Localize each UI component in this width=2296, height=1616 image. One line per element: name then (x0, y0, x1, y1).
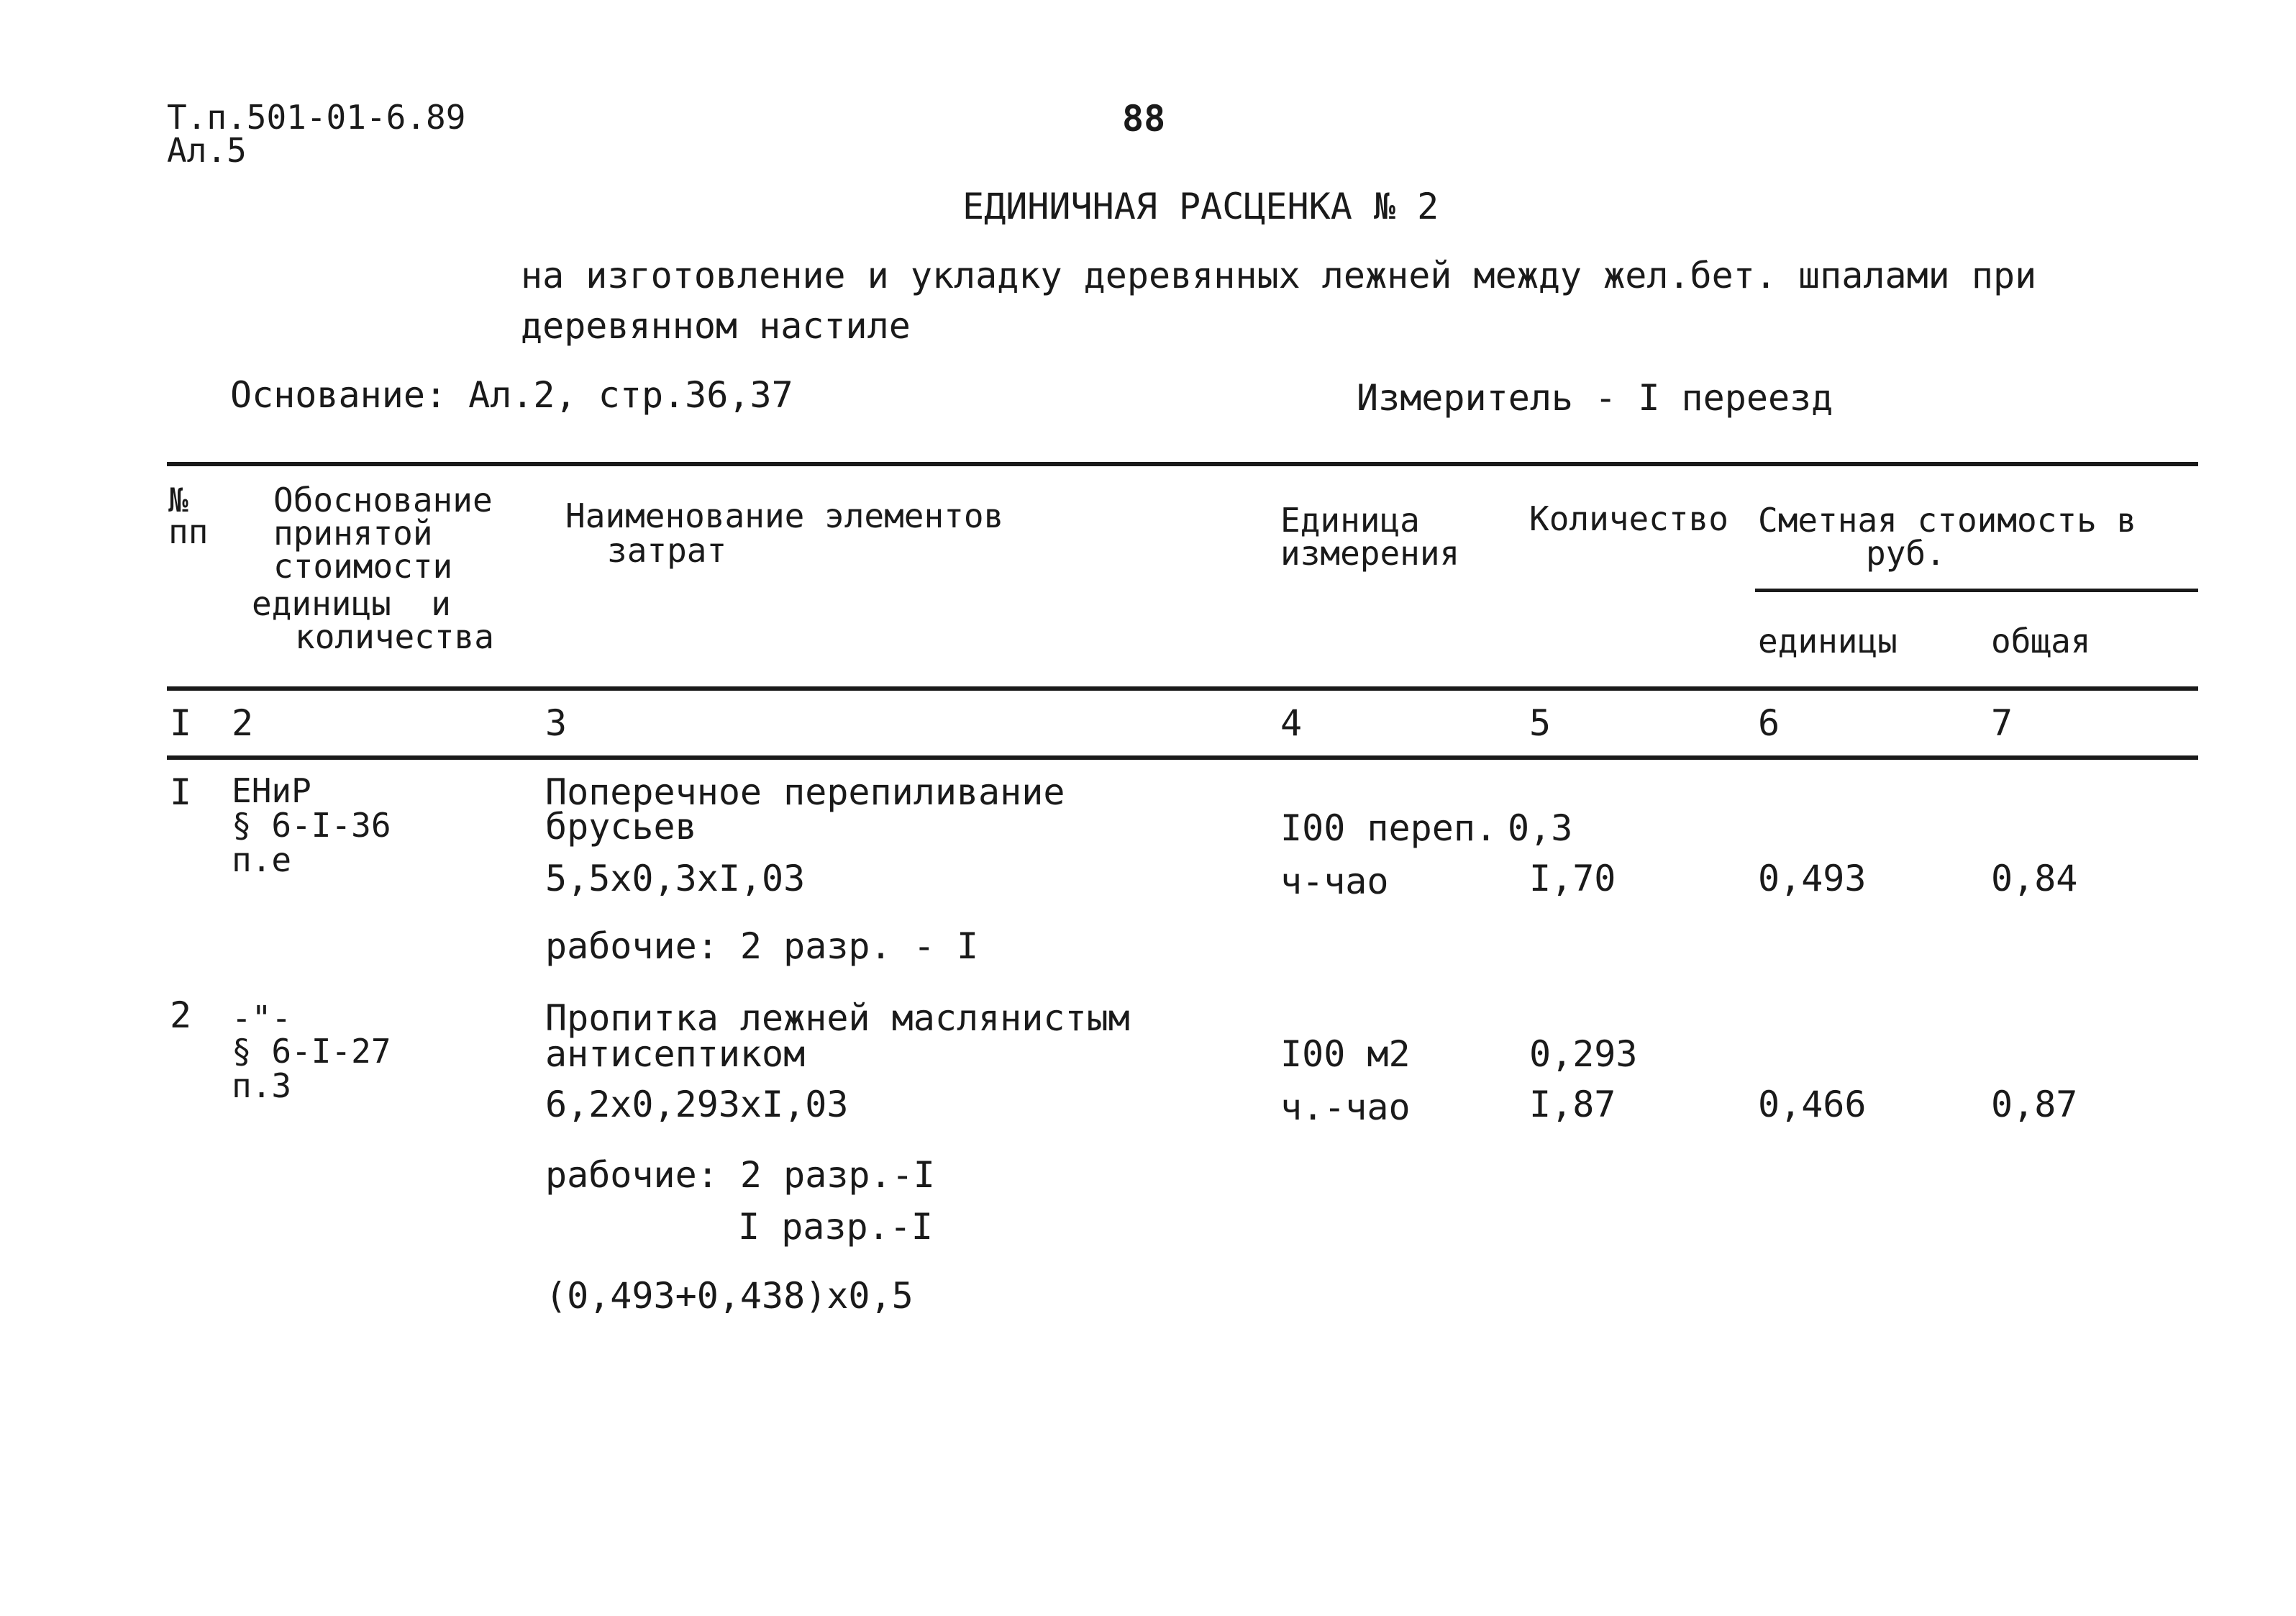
document-title: ЕДИНИЧНАЯ РАСЦЕНКА № 2 (962, 186, 1439, 227)
row-1-number: I (170, 771, 192, 813)
row-2-basis-line-3: п.3 (232, 1066, 292, 1105)
column-number-6: 6 (1758, 702, 1780, 744)
header-cost-total: общая (1991, 622, 2091, 661)
row-2-labor-quantity: I,87 (1529, 1084, 1616, 1125)
header-bottom-rule (167, 686, 2198, 691)
header-estimated-cost-line-1: Сметная стоимость в (1758, 501, 2137, 540)
column-number-4: 4 (1280, 702, 1303, 744)
header-basis-line-1: Обоснование (273, 481, 493, 519)
measure-unit: Измеритель - I переезд (1357, 377, 1833, 419)
header-quantity: Количество (1529, 499, 1728, 538)
column-number-1: I (170, 702, 192, 744)
document-subtitle-line-1: на изготовление и укладку деревянных лежней между жел.бет. шпалами при (521, 255, 2037, 296)
row-1-basis-line-3: п.е (232, 840, 292, 879)
header-cost-per-unit: единицы (1758, 622, 1898, 661)
row-1-labor-quantity: I,70 (1529, 858, 1616, 899)
header-basis-line-2: принятой (273, 514, 433, 553)
row-2-workers-line-2: I разр.-I (738, 1206, 933, 1248)
document-subtitle-line-2: деревянном настиле (521, 305, 911, 347)
row-2-basis-line-2: § 6-I-27 (232, 1032, 391, 1071)
header-unit-line-2: измерения (1280, 534, 1460, 573)
row-2-unit: I00 м2 (1280, 1033, 1411, 1075)
table-top-rule (167, 462, 2198, 466)
album-number: Ал.5 (167, 131, 247, 170)
row-2-formula: (0,493+0,438)x0,5 (545, 1275, 914, 1317)
header-number: № (168, 481, 188, 519)
row-2-cost-per-unit: 0,466 (1758, 1084, 1867, 1125)
header-number-pp: пп (168, 512, 209, 551)
row-2-basis-line-1: -"- (232, 999, 292, 1038)
row-2-calculation: 6,2x0,293xI,03 (545, 1084, 849, 1125)
row-1-basis-line-1: ЕНиР (232, 771, 311, 810)
row-1-cost-per-unit: 0,493 (1758, 858, 1867, 899)
cost-subheader-rule (1755, 589, 2198, 592)
row-1-name-line-1: Поперечное перепиливание (545, 771, 1065, 813)
header-basis-line-4: единицы и (252, 584, 451, 623)
row-1-unit: I00 переп. (1280, 807, 1498, 849)
header-basis-line-3: стоимости (273, 547, 453, 586)
row-1-quantity: 0,3 (1508, 807, 1573, 849)
header-estimated-cost-line-2: руб. (1866, 534, 1946, 573)
row-2-workers-line-1: рабочие: 2 разр.-I (545, 1154, 935, 1196)
row-2-cost-total: 0,87 (1991, 1084, 2078, 1125)
row-2-name-line-1: Пропитка лежней маслянистым (545, 997, 1130, 1039)
row-2-labor-unit: ч.-чао (1280, 1086, 1411, 1128)
header-cost-elements-line-2: затрат (607, 531, 727, 570)
column-number-5: 5 (1529, 702, 1552, 744)
document-code: Т.п.501-01-6.89 (167, 98, 466, 137)
column-number-2: 2 (232, 702, 254, 744)
row-2-name-line-2: антисептиком (545, 1033, 806, 1075)
row-1-workers: рабочие: 2 разр. - I (545, 925, 979, 967)
page-number: 88 (1122, 98, 1166, 140)
column-number-3: 3 (545, 702, 568, 744)
header-unit-line-1: Единица (1280, 501, 1420, 540)
row-1-cost-total: 0,84 (1991, 858, 2078, 899)
row-1-basis-line-2: § 6-I-36 (232, 806, 391, 845)
row-1-calculation: 5,5x0,3xI,03 (545, 858, 806, 899)
header-cost-elements-line-1: Наименование элементов (565, 496, 1004, 535)
basis-reference: Основание: Ал.2, стр.36,37 (230, 374, 793, 416)
row-2-quantity: 0,293 (1529, 1033, 1638, 1075)
row-2-number: 2 (170, 994, 192, 1036)
row-1-name-line-2: брусьев (545, 806, 697, 848)
column-number-7: 7 (1991, 702, 2013, 744)
column-numbers-rule (167, 755, 2198, 760)
header-basis-line-5: количества (295, 617, 494, 656)
row-1-labor-unit: ч-чао (1280, 861, 1389, 902)
